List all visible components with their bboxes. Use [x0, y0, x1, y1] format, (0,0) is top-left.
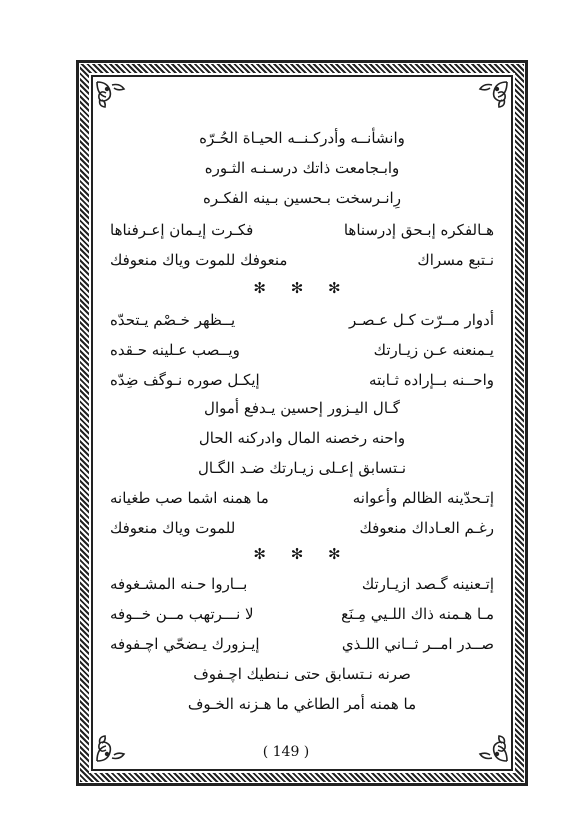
- poem-line: صرنه نـتسابق حتى نـنطيك اچـفوف: [193, 665, 411, 683]
- poem-couplet: [110, 574, 494, 594]
- poem-line: ما همنه أمر الطاغي ما هـزنه الخـوف: [187, 695, 417, 713]
- couplet-first-half: مـا هـمنه ذاك اللـيي مِـنَع: [341, 605, 494, 623]
- poem-couplet: [110, 488, 494, 508]
- couplet-second-half: ما همنه اشما صب طغيانه: [110, 489, 269, 507]
- corner-ornament-icon: [94, 79, 128, 109]
- couplet-second-half: بــاروا حـنه المشـغوفه: [110, 575, 248, 593]
- poem-line: وانشأنــه وأدركـنــه الحيـاة الحُـرّه: [199, 129, 405, 147]
- couplet-first-half: رغـم العـاداك منعوفك: [359, 519, 494, 537]
- couplet-second-half: إيكـل صوره نـوگف ضِدّه: [110, 371, 260, 389]
- section-divider-stars: ✻ ✻ ✻: [253, 279, 351, 297]
- couplet-first-half: أدوار مــرّت كـل عـصـر: [349, 311, 494, 329]
- couplet-first-half: صــدر امــر ثــاني اللـذي: [341, 635, 494, 653]
- poem-line: رِانـرسخت بـحسين بـينه الفكـره: [203, 189, 401, 207]
- poem-line: نـتسابق إعـلى زيـارتك ضـد الگـال: [197, 459, 407, 477]
- poem-couplet: [110, 310, 494, 330]
- couplet-first-half: إتـحدّينه الظالم وأعوانه: [352, 489, 494, 507]
- poem-couplet: [110, 370, 494, 390]
- section-divider-stars: ✻ ✻ ✻: [253, 545, 351, 563]
- poem-line: واحنه رخصنه المال وادركنه الحال: [198, 429, 406, 447]
- couplet-second-half: لا نـــرتهب مــن خــوفه: [110, 605, 254, 623]
- couplet-first-half: نـتبع مسراك: [417, 251, 494, 269]
- page-number: ( 149 ): [262, 744, 310, 760]
- poem-couplet: [110, 340, 494, 360]
- poem-couplet: [110, 220, 494, 240]
- couplet-first-half: يـمنعنه عـن زيـارتك: [373, 341, 494, 359]
- couplet-second-half: للموت وياك منعوفك: [110, 519, 236, 537]
- couplet-first-half: واحــنه بــإراده ثـابته: [369, 371, 494, 389]
- couplet-second-half: منعوفك للموت وياك منعوفك: [110, 251, 288, 269]
- couplet-first-half: إتـعنينه گـصد ازيـارتك: [361, 575, 494, 593]
- poem-couplet: [110, 250, 494, 270]
- poem-couplet: [110, 634, 494, 654]
- poem-couplet: [110, 518, 494, 538]
- couplet-second-half: يــظهر خـصْم يـتحدّه: [110, 311, 236, 329]
- couplet-second-half: فكـرت إيـمان إعـرفناها: [110, 221, 254, 239]
- couplet-second-half: إيـزورك يـضحّي اچـفوفه: [110, 635, 260, 653]
- corner-ornament-icon: [476, 79, 510, 109]
- couplet-second-half: ويــصب عـلينه حـقده: [110, 341, 240, 359]
- poem-line: گـال اليـزور إحسين يـدفع أموال: [204, 399, 400, 417]
- poem-line: وابـجامعت ذاتك درسـنـه الثـوره: [204, 159, 400, 177]
- poem-couplet: [110, 604, 494, 624]
- couplet-first-half: هـالفكره إبـحق إدرسناها: [343, 221, 494, 239]
